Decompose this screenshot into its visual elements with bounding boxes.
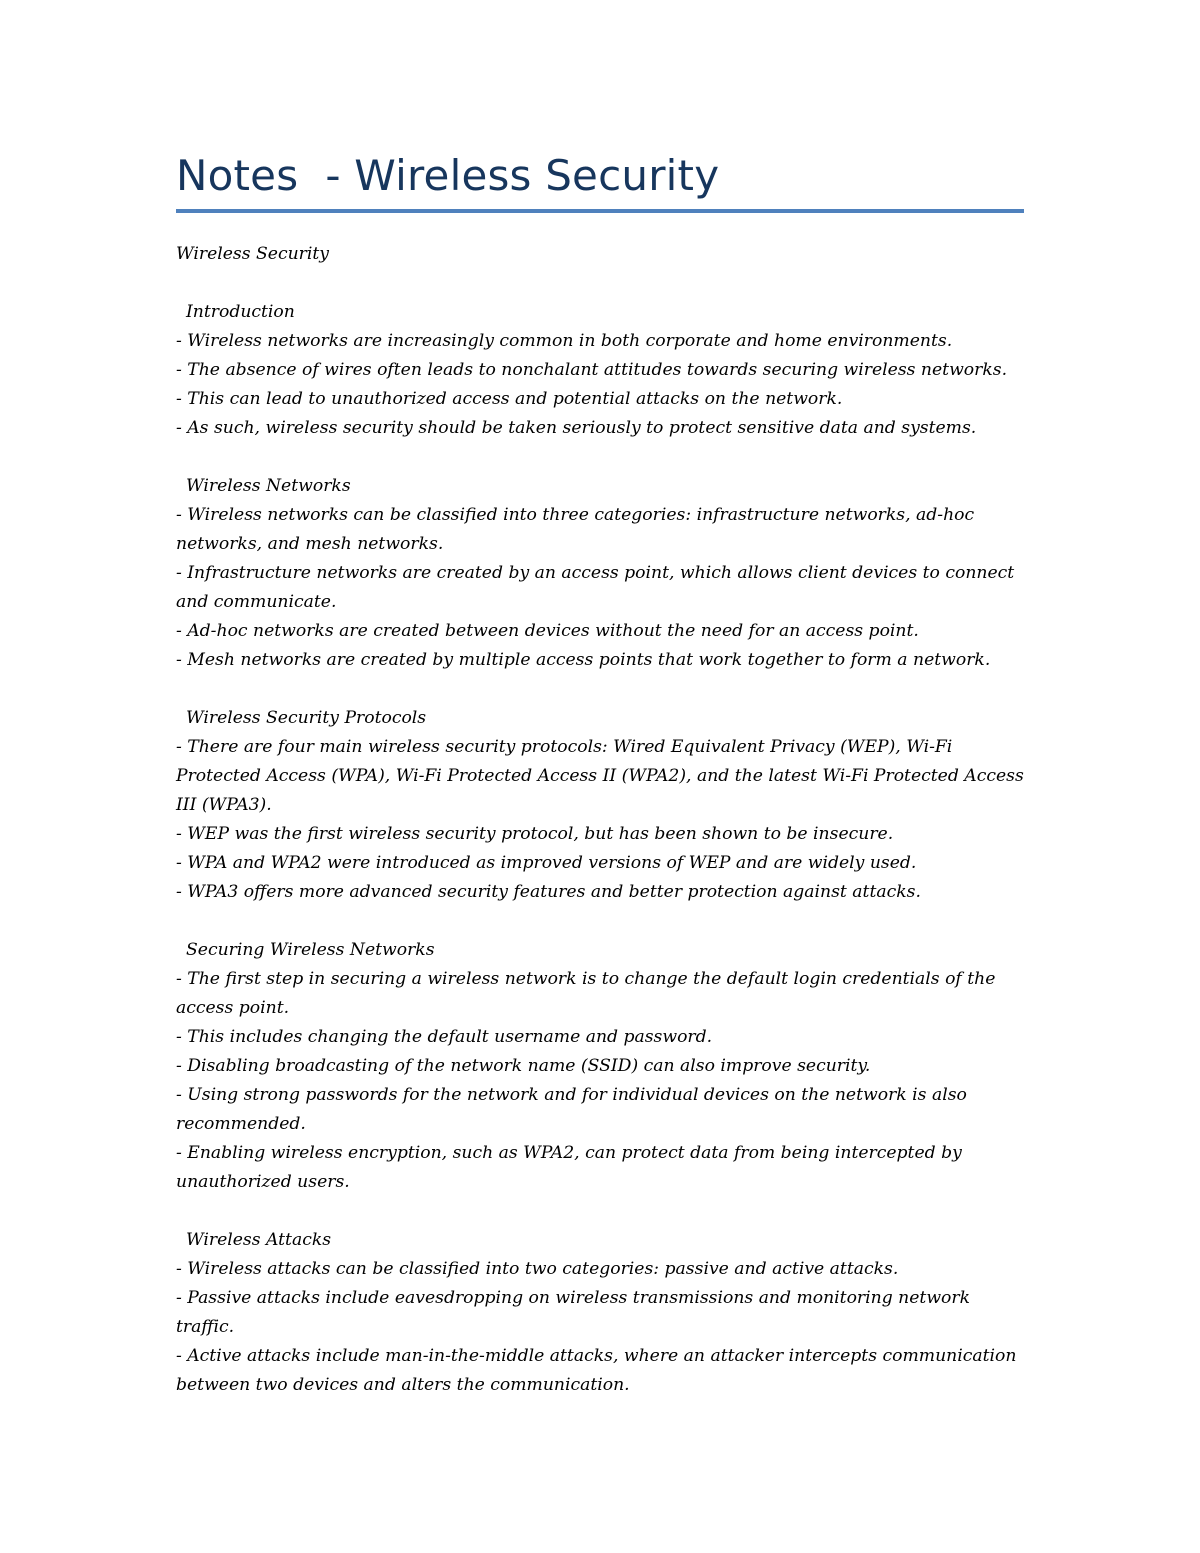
bullet-line: - Enabling wireless encryption, such as WPA2, can protect data from being intercepted by unauthorized users. — [176, 1143, 968, 1192]
bullet-line: - WPA3 offers more advanced security features and better protection against attacks. — [176, 882, 921, 902]
bullet-line: - Active attacks include man-in-the-middle attacks, where an attacker intercepts communication between two devices and alters the communication. — [176, 1346, 1022, 1395]
spacer — [176, 1197, 1024, 1226]
title-underline-rule — [176, 209, 1024, 213]
section-securing-wireless-networks — [176, 936, 1024, 1197]
bullet-line: - Wireless networks are increasingly common in both corporate and home environments. — [176, 331, 953, 351]
bullet-line: - This can lead to unauthorized access and potential attacks on the network. — [176, 389, 843, 409]
section-wireless-attacks — [176, 1226, 1024, 1400]
spacer — [176, 443, 1024, 472]
bullet-line: - This includes changing the default username and password. — [176, 1027, 713, 1047]
section-heading: Wireless Networks — [186, 476, 351, 496]
spacer — [176, 907, 1024, 936]
bullet-line: - The absence of wires often leads to nonchalant attitudes towards securing wireless networks. — [176, 360, 1008, 380]
bullet-line: - Mesh networks are created by multiple access points that work together to form a network. — [176, 650, 991, 670]
page-title: Notes - Wireless Security — [176, 151, 720, 200]
bullet-line: - There are four main wireless security protocols: Wired Equivalent Privacy (WEP), Wi-Fi Protected Access (WPA), Wi-Fi Protected Access II (WPA2), and the latest Wi-Fi Protected Access III (WPA3). — [176, 737, 1030, 815]
document-body — [176, 240, 1030, 1400]
section-introduction — [176, 298, 1024, 443]
section-heading: Introduction — [186, 302, 295, 322]
bullet-line: - Using strong passwords for the network and for individual devices on the network is also recommended. — [176, 1085, 973, 1134]
bullet-line: - Passive attacks include eavesdropping on wireless transmissions and monitoring network traffic. — [176, 1288, 976, 1337]
section-wireless-security-protocols — [176, 704, 1030, 907]
bullet-line: - Wireless attacks can be classified into two categories: passive and active attacks. — [176, 1259, 899, 1279]
spacer — [176, 269, 1024, 298]
document-subtitle: Wireless Security — [176, 244, 329, 264]
bullet-line: - The first step in securing a wireless network is to change the default login credentials of the access point. — [176, 969, 1001, 1018]
bullet-line: - Wireless networks can be classified into three categories: infrastructure networks, ad-hoc networks, and mesh networks. — [176, 505, 980, 554]
spacer — [176, 675, 1024, 704]
section-heading: Wireless Attacks — [186, 1230, 332, 1250]
bullet-line: - WPA and WPA2 were introduced as improved versions of WEP and are widely used. — [176, 853, 917, 873]
bullet-line: - Infrastructure networks are created by an access point, which allows client devices to connect and communicate. — [176, 563, 1020, 612]
section-heading: Securing Wireless Networks — [186, 940, 435, 960]
bullet-line: - As such, wireless security should be taken seriously to protect sensitive data and systems. — [176, 418, 977, 438]
section-heading: Wireless Security Protocols — [186, 708, 427, 728]
bullet-line: - WEP was the first wireless security protocol, but has been shown to be insecure. — [176, 824, 894, 844]
bullet-line: - Disabling broadcasting of the network name (SSID) can also improve security. — [176, 1056, 871, 1076]
bullet-line: - Ad-hoc networks are created between devices without the need for an access point. — [176, 621, 919, 641]
section-wireless-networks — [176, 472, 1024, 675]
